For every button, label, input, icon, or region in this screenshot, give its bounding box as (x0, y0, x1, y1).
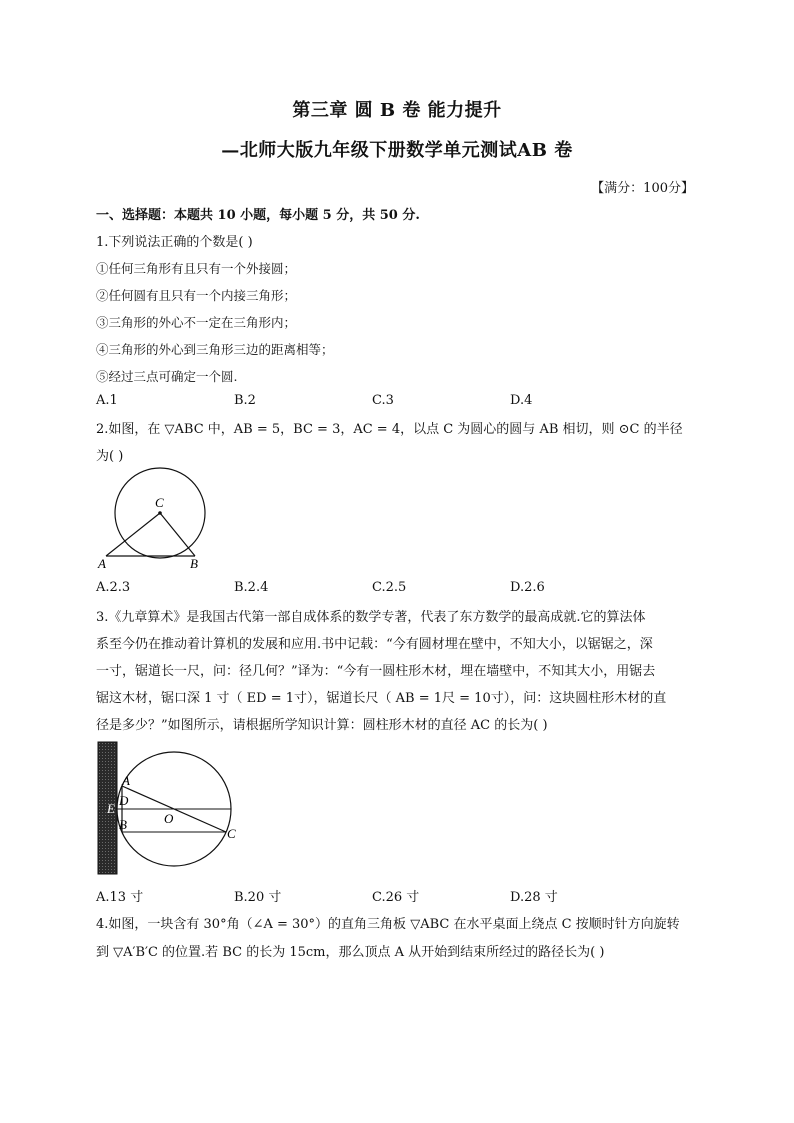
q1-item: ①任何三角形有且只有一个外接圆； (96, 261, 297, 276)
q3-option-a: A.13 寸 (96, 890, 144, 905)
label-c: C (227, 826, 236, 841)
q3-option-d: D.28 寸 (510, 890, 558, 905)
point-c (158, 511, 162, 515)
q3-stem-line5: 径是多少？”如图所示，请根据所学知识计算：圆柱形木材的直径 AC 的长为( ) (96, 718, 548, 733)
q1-item: ③三角形的外心不一定在三角形内； (96, 315, 297, 330)
q2-option-b: B.2.4 (234, 580, 269, 595)
q2-option-a: A.2.3 (96, 580, 131, 595)
q4-stem-line1: 4.如图，一块含有 30°角（∠A = 30°）的直角三角板 ▽ABC 在水平桌面上绕点 C 按顺时针方向旋转 (96, 917, 680, 932)
q2-option-c: C.2.5 (372, 580, 407, 595)
label-d: D (119, 793, 129, 808)
label-c: C (155, 495, 164, 510)
label-e: E (107, 801, 115, 816)
q3-stem-line4: 锯这木材，锯口深 1 寸（ ED = 1寸），锯道长尺（ AB = 1尺 = 10寸），问：这块圆柱形木材的直 (96, 691, 667, 706)
q3-stem-line2: 系至今仍在推动着计算机的发展和应用.书中记载：“今有圆材埋在壁中，不知大小，以锯锯之，深 (96, 637, 653, 652)
q1-option-c: C.3 (372, 393, 394, 408)
doc-title-2: —北师大版九年级下册数学单元测试AB 卷 (221, 140, 573, 161)
q1-item: ⑤经过三点可确定一个圆. (96, 369, 238, 384)
q1-item: ②任何圆有且只有一个内接三角形； (96, 288, 297, 303)
q3-stem-line3: 一寸，锯道长一尺，问：径几何？”译为：“今有一圆柱形木材，埋在墙壁中，不知其大小，用锯去 (96, 664, 656, 679)
label-a: A (122, 773, 130, 788)
label-a: A (98, 556, 106, 571)
q3-stem-line1: 3.《九章算术》是我国古代第一部自成体系的数学专著，代表了东方数学的最高成就.它的算法体 (96, 610, 646, 625)
label-b: B (119, 817, 127, 832)
q3-option-b: B.20 寸 (234, 890, 282, 905)
q1-item: ④三角形的外心到三角形三边的距离相等； (96, 342, 334, 357)
label-b: B (190, 556, 198, 571)
q4-stem-line2: 到 ▽A′B′C 的位置.若 BC 的长为 15cm，那么顶点 A 从开始到结束所经过的路径长为( ) (96, 945, 605, 960)
q2-stem-line1: 2.如图，在 ▽ABC 中，AB = 5，BC = 3，AC = 4，以点 C 为圆心的圆与 AB 相切，则 ⊙C 的半径 (96, 422, 683, 437)
q3-option-c: C.26 寸 (372, 890, 420, 905)
label-o: O (164, 811, 174, 826)
q1-stem: 1.下列说法正确的个数是( ) (96, 235, 253, 250)
q3-figure (96, 740, 246, 876)
section-heading: 一、选择题：本题共 10 小题，每小题 5 分，共 50 分. (96, 208, 420, 223)
q1-option-b: B.2 (234, 393, 256, 408)
q1-option-d: D.4 (510, 393, 533, 408)
doc-title-1: 第三章 圆 B 卷 能力提升 (292, 100, 502, 121)
segment-cb (160, 513, 195, 556)
q1-option-a: A.1 (96, 393, 118, 408)
q2-figure (96, 466, 216, 572)
q2-stem-line2: 为( ) (96, 449, 124, 464)
full-score: 【满分：100分】 (591, 181, 694, 196)
q2-option-d: D.2.6 (510, 580, 545, 595)
